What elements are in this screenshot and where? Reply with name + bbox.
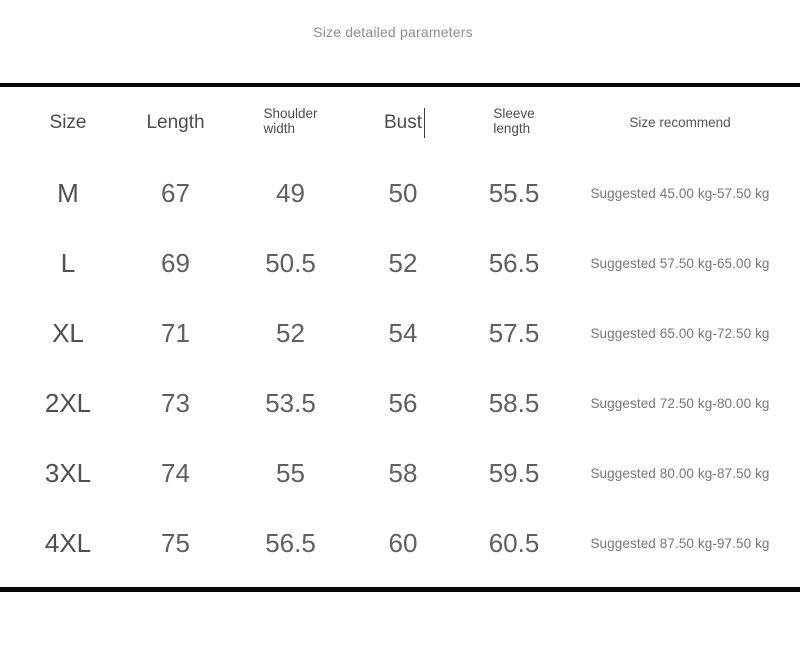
page-title: Size detailed parameters [313, 24, 473, 40]
cell-size-recommend: Suggested 57.50 kg-65.00 kg [590, 255, 770, 271]
cell-sleeve-length: 58.5 [488, 387, 540, 418]
cell-size: 3XL [44, 457, 92, 488]
cell-size-recommend: Suggested 72.50 kg-80.00 kg [590, 395, 770, 411]
cell-shoulder-width: 52 [276, 317, 305, 348]
cell-sleeve-length: 55.5 [488, 177, 540, 208]
cell-bust: 50 [388, 177, 418, 208]
cell-size: L [60, 247, 76, 278]
table-row [0, 158, 800, 228]
cell-sleeve-length: 56.5 [488, 247, 540, 278]
col-header-shoulder-width [233, 106, 348, 140]
col-header-shoulder-width-line2: width [263, 121, 295, 137]
col-header-sleeve-length-line2: length [493, 121, 531, 137]
col-header-size: Size [49, 111, 87, 133]
cell-sleeve-length: 59.5 [488, 457, 540, 488]
cell-shoulder-width: 53.5 [265, 387, 316, 418]
col-header-bust-label: Bust [383, 111, 423, 133]
cell-size: M [57, 177, 79, 208]
cell-size-recommend: Suggested 80.00 kg-87.50 kg [590, 465, 770, 481]
col-header-size-recommend: Size recommend [629, 115, 731, 130]
col-header-sleeve-length-text [493, 106, 534, 138]
table-row [0, 438, 800, 508]
text-cursor-artifact [424, 108, 425, 138]
table-header-row [0, 87, 800, 158]
col-header-bust [348, 112, 458, 134]
col-header-shoulder-width-line1: Shoulder [263, 105, 318, 121]
cell-bust: 60 [388, 527, 418, 558]
cell-size: XL [52, 317, 84, 348]
cell-length: 74 [161, 457, 190, 488]
col-header-sleeve-length [458, 106, 570, 140]
table-row [0, 368, 800, 438]
cell-size-recommend: Suggested 45.00 kg-57.50 kg [590, 185, 770, 201]
cell-shoulder-width: 56.5 [265, 527, 316, 558]
cell-bust: 56 [388, 387, 418, 418]
cell-sleeve-length: 60.5 [488, 527, 540, 558]
cell-size-recommend: Suggested 65.00 kg-72.50 kg [590, 325, 770, 341]
cell-length: 71 [161, 317, 190, 348]
cell-size: 4XL [44, 527, 92, 558]
cell-shoulder-width: 55 [276, 457, 305, 488]
cell-sleeve-length: 57.5 [488, 317, 540, 348]
cell-size-recommend: Suggested 87.50 kg-97.50 kg [590, 535, 770, 551]
cell-length: 67 [161, 177, 190, 208]
cell-bust: 54 [388, 317, 418, 348]
cell-length: 73 [161, 387, 190, 418]
cell-bust: 58 [388, 457, 418, 488]
cell-shoulder-width: 50.5 [265, 247, 316, 278]
table-row [0, 298, 800, 368]
table-row [0, 508, 800, 578]
col-header-length: Length [146, 111, 205, 133]
cell-length: 75 [161, 527, 190, 558]
cell-shoulder-width: 49 [276, 177, 305, 208]
cell-length: 69 [161, 247, 190, 278]
size-table [0, 87, 800, 578]
col-header-shoulder-width-text [263, 106, 317, 138]
cell-size: 2XL [44, 387, 92, 418]
col-header-sleeve-length-line1: Sleeve [493, 105, 535, 121]
cell-bust: 52 [388, 247, 418, 278]
table-row [0, 228, 800, 298]
bottom-divider [0, 587, 800, 592]
